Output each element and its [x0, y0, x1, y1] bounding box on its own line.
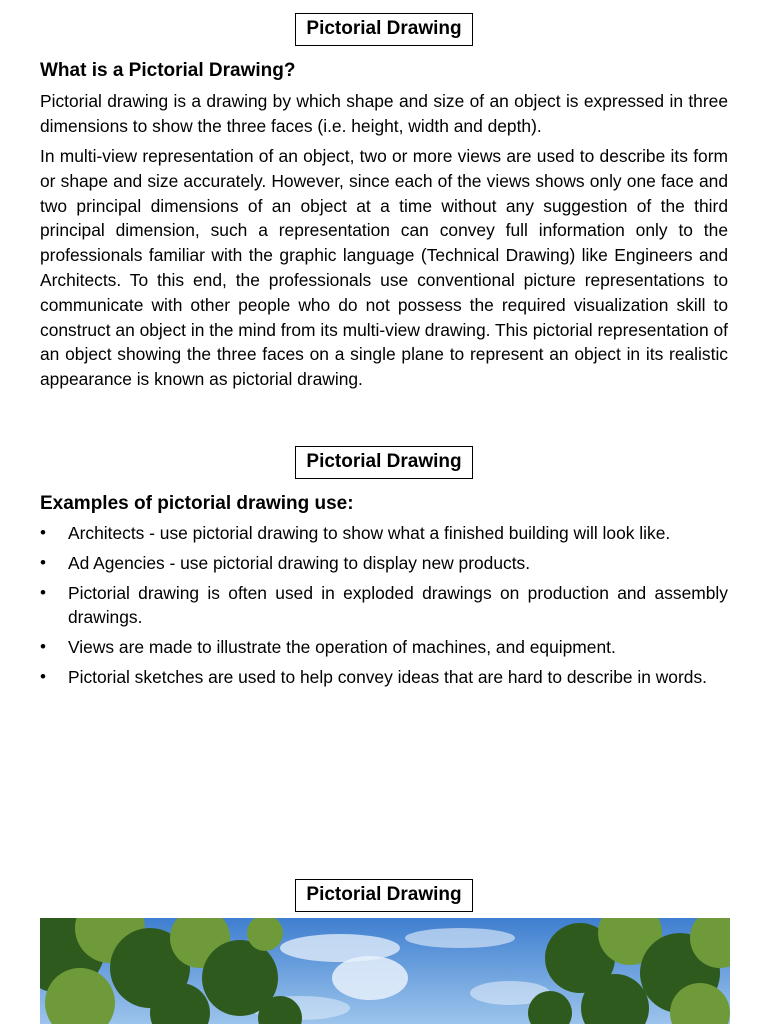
list-item-text: Views are made to illustrate the operation of machines, and equipment. — [68, 637, 616, 658]
section-1-title-wrap — [40, 13, 728, 46]
section-1-heading: What is a Pictorial Drawing? — [40, 60, 296, 81]
list-item-text: Pictorial sketches are used to help convey ideas that are hard to describe in words. — [68, 666, 707, 687]
section-3-title: Pictorial Drawing — [295, 879, 472, 912]
list-item-text: Ad Agencies - use pictorial drawing to display new products. — [68, 552, 531, 573]
list-item-text: Architects - use pictorial drawing to show what a finished building will look like. — [68, 523, 671, 543]
bullet-icon: • — [40, 666, 46, 686]
list-item — [40, 581, 728, 631]
left-tree-foliage — [40, 918, 302, 1024]
bullet-icon: • — [40, 582, 46, 602]
section-1-paragraph-1: Pictorial drawing is a drawing by which shape and size of an object is expressed in three dimensions to show the three faces (i.e. height, width and depth). — [40, 91, 728, 136]
bullet-icon: • — [40, 523, 46, 542]
section-1-paragraph-2: In multi-view representation of an object, two or more views are used to describe its form or shape and size accurately. However, since each of the views shows only one face and two principal dimensions of an object at a time without any suggestion of the third principal dimension, such a representation can convey full information only to the professionals familiar with the graphic language (Technical Drawing) like Engineers and Architects. To this end, the professionals use conventional picture representations to communicate with other people who do not possess the required visualization skill to construct an object in the mind from its multi-view drawing. This pictorial representation of an object showing the three faces on a single plane to represent an object in its realistic appearance is known as pictorial drawing. — [40, 146, 728, 390]
list-item-text: Pictorial drawing is often used in exploded drawings on production and assembly drawings. — [68, 582, 728, 628]
section-2-title: Pictorial Drawing — [295, 446, 472, 479]
list-item — [40, 635, 728, 660]
list-item — [40, 521, 728, 546]
section-2-title-wrap — [40, 446, 728, 479]
list-item — [40, 665, 728, 690]
bullet-icon: • — [40, 637, 46, 657]
photo-illustration — [40, 918, 730, 1024]
section-2-heading: Examples of pictorial drawing use: — [40, 493, 354, 514]
photo-trees-sky — [40, 918, 730, 1024]
examples-list — [40, 521, 728, 695]
bullet-icon: • — [40, 552, 46, 572]
section-1-title: Pictorial Drawing — [295, 13, 472, 46]
section-3-title-wrap — [40, 879, 728, 912]
list-item — [40, 551, 728, 576]
